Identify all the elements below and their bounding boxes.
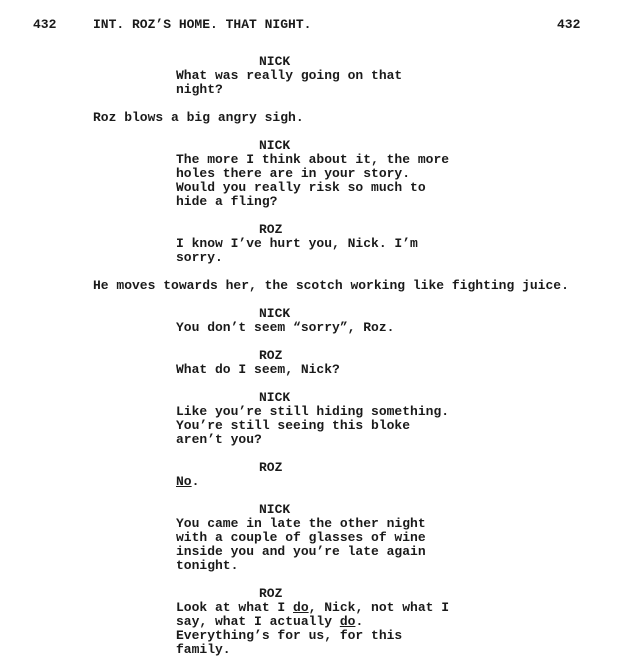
dialogue-line xyxy=(176,615,449,629)
emphasis-underline: No xyxy=(176,474,192,489)
character-cue: ROZ xyxy=(259,460,283,475)
character-cue: NICK xyxy=(259,502,291,517)
character-cue: NICK xyxy=(259,390,291,405)
dialogue-punctuation: . xyxy=(191,474,200,489)
character-cue: ROZ xyxy=(259,348,283,363)
emphasis-underline: do xyxy=(339,614,356,629)
dialogue-text: say, what I actually xyxy=(176,614,340,629)
scene-heading: INT. ROZ’S HOME. THAT NIGHT. xyxy=(93,17,312,32)
dialogue-text: Look at what I xyxy=(176,600,294,615)
emphasis-underline: do xyxy=(293,600,309,615)
character-cue: NICK xyxy=(259,54,291,69)
dialogue-line xyxy=(176,601,449,615)
dialogue-text: . xyxy=(355,614,364,629)
dialogue xyxy=(176,475,199,489)
dialogue-text: , Nick, not what I xyxy=(308,600,450,615)
dialogue: The more I think about it, the more holes there are in your story. Would you really risk so much to hide a fling? xyxy=(176,152,450,209)
scene-number-left: 432 xyxy=(33,17,57,32)
dialogue-text: Everything’s for us, for this xyxy=(176,628,403,643)
dialogue: I know I’ve hurt you, Nick. I’m sorry. xyxy=(176,236,418,265)
action-line: He moves towards her, the scotch working like fighting juice. xyxy=(93,278,569,293)
dialogue: You don’t seem “sorry”, Roz. xyxy=(176,320,395,335)
dialogue: You came in late the other night with a couple of glasses of wine inside you and you’re late again tonight. xyxy=(176,516,426,573)
scene-number-right: 432 xyxy=(557,17,581,32)
dialogue-line xyxy=(176,629,449,643)
character-cue: NICK xyxy=(259,138,291,153)
dialogue-line xyxy=(176,643,449,657)
character-cue: ROZ xyxy=(259,586,283,601)
dialogue: What was really going on that night? xyxy=(176,68,403,97)
action-line: Roz blows a big angry sigh. xyxy=(93,110,304,125)
dialogue: Like you’re still hiding something. You’re still seeing this bloke aren’t you? xyxy=(176,404,450,447)
dialogue: What do I seem, Nick? xyxy=(176,362,340,377)
dialogue-text: family. xyxy=(176,642,231,657)
character-cue: ROZ xyxy=(259,222,283,237)
character-cue: NICK xyxy=(259,306,291,321)
dialogue xyxy=(176,601,449,657)
